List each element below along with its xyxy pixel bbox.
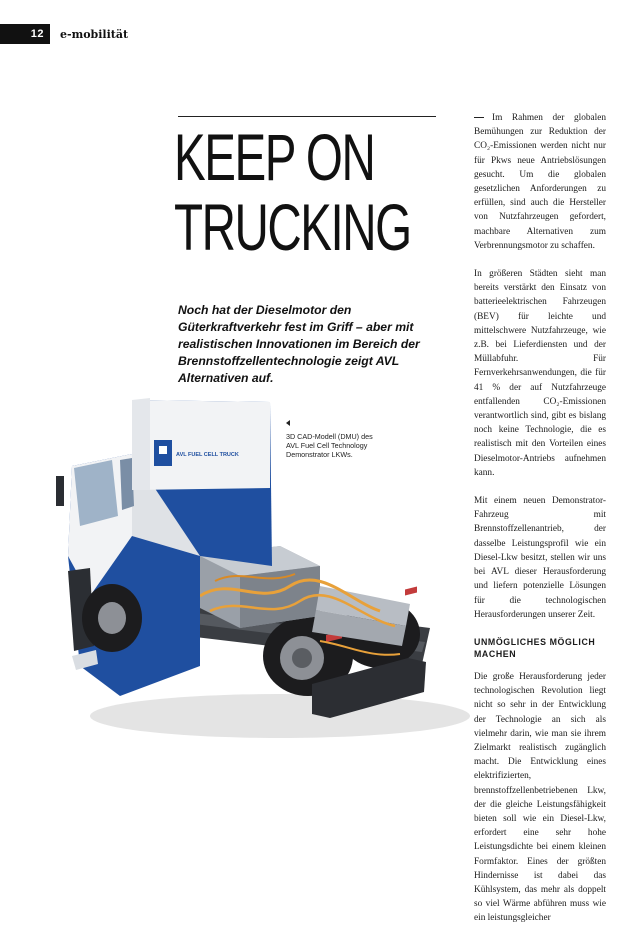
paragraph-rule xyxy=(474,117,484,118)
mirror xyxy=(56,476,64,506)
body-column xyxy=(474,111,606,940)
title-line-2: TRUCKING xyxy=(174,190,411,264)
title-rule xyxy=(178,116,436,117)
image-caption xyxy=(286,422,386,459)
section-label: e-mobilität xyxy=(60,27,129,41)
article-title xyxy=(174,122,411,262)
title-line-1: KEEP ON xyxy=(174,120,375,194)
article-lead: Noch hat der Dieselmotor den Güterkraftverkehr fest im Griff – aber mit realistischen Innovationen im Bereich der Brennstoffzellentechnologie zeigt AVL Alternativen auf. xyxy=(178,303,420,385)
body-paragraph-4: Die große Herausforderung jeder technologischen Revolution liegt nicht so sehr in der Entwicklung der Technologie an sich als vielmehr darin, wie man sie ihrem Zielmarkt realistisch zugänglich macht. Die Entwicklung eines elektrifizierten, brennstoffzellenbetriebenen Lkw, der die gleiche Leistungsfähigkeit bieten soll wie ein Diesel-Lkw, erfordert eine sehr hohe Leistungsdichte bei einem kleinen Formfaktor. Eines der größten Hindernisse ist dabei das Kühlsystem, das mehr als doppelt so viel Wärme abführen muss wie ein leistungsgleicher xyxy=(474,671,606,924)
caption-text: 3D CAD-Modell (DMU) des AVL Fuel Cell Technology Demonstrator LKWs. xyxy=(286,432,373,459)
page-number: 12 xyxy=(0,24,50,44)
body-paragraph-3: Mit einem neuen Demonstrator-Fahrzeug mit Brennstoffzellenantrieb, der dasselbe Leistungsprofil wie ein Diesel-Lkw besitzt, stellen wir uns bei AVL dieser Herausforderung und liefern potenzielle Lösungen für die technologischen Herausforderungen unserer Zeit. xyxy=(474,496,606,620)
truck-shadow xyxy=(90,694,470,738)
body-paragraph-1: Im Rahmen der globalen Bemühungen zur Reduktion der CO₂-Emissionen werden nicht nur für Pkws neue Antriebslösungen gesucht. Um die globalen gesetzlichen Anforderungen zu erfüllen, sind auch die Hersteller von Nutzfahrzeugen gefordert, machbare Alternativen zum Verbrennungsmotor zu schaffen. xyxy=(474,113,606,251)
truck-illustration xyxy=(50,396,480,756)
body-paragraph-2: In größeren Städten sieht man bereits verstärkt den Einsatz von batterieelektrischen Fahrzeugen (BEV) für leichte und mittelschwere Nutzfahrzeuge, wie z.B. bei Lieferdiensten und der Müllabfuhr. Für Fernverkehrsanwendungen, die für 41 % der auf Nutzfahrzeuge entfallenden CO₂-Emissionen verantwortlich sind, gibt es bislang noch keine Technologie, die es realistisch mit den Vorteilen eines Dieselmotor-Antriebs aufnehmen kann. xyxy=(474,269,606,478)
avl-logo-text: AVL FUEL CELL TRUCK xyxy=(176,452,239,458)
windshield xyxy=(74,460,118,526)
page-header xyxy=(0,24,128,44)
subheading: UNMÖGLICHES MÖGLICH MACHEN xyxy=(474,636,596,659)
